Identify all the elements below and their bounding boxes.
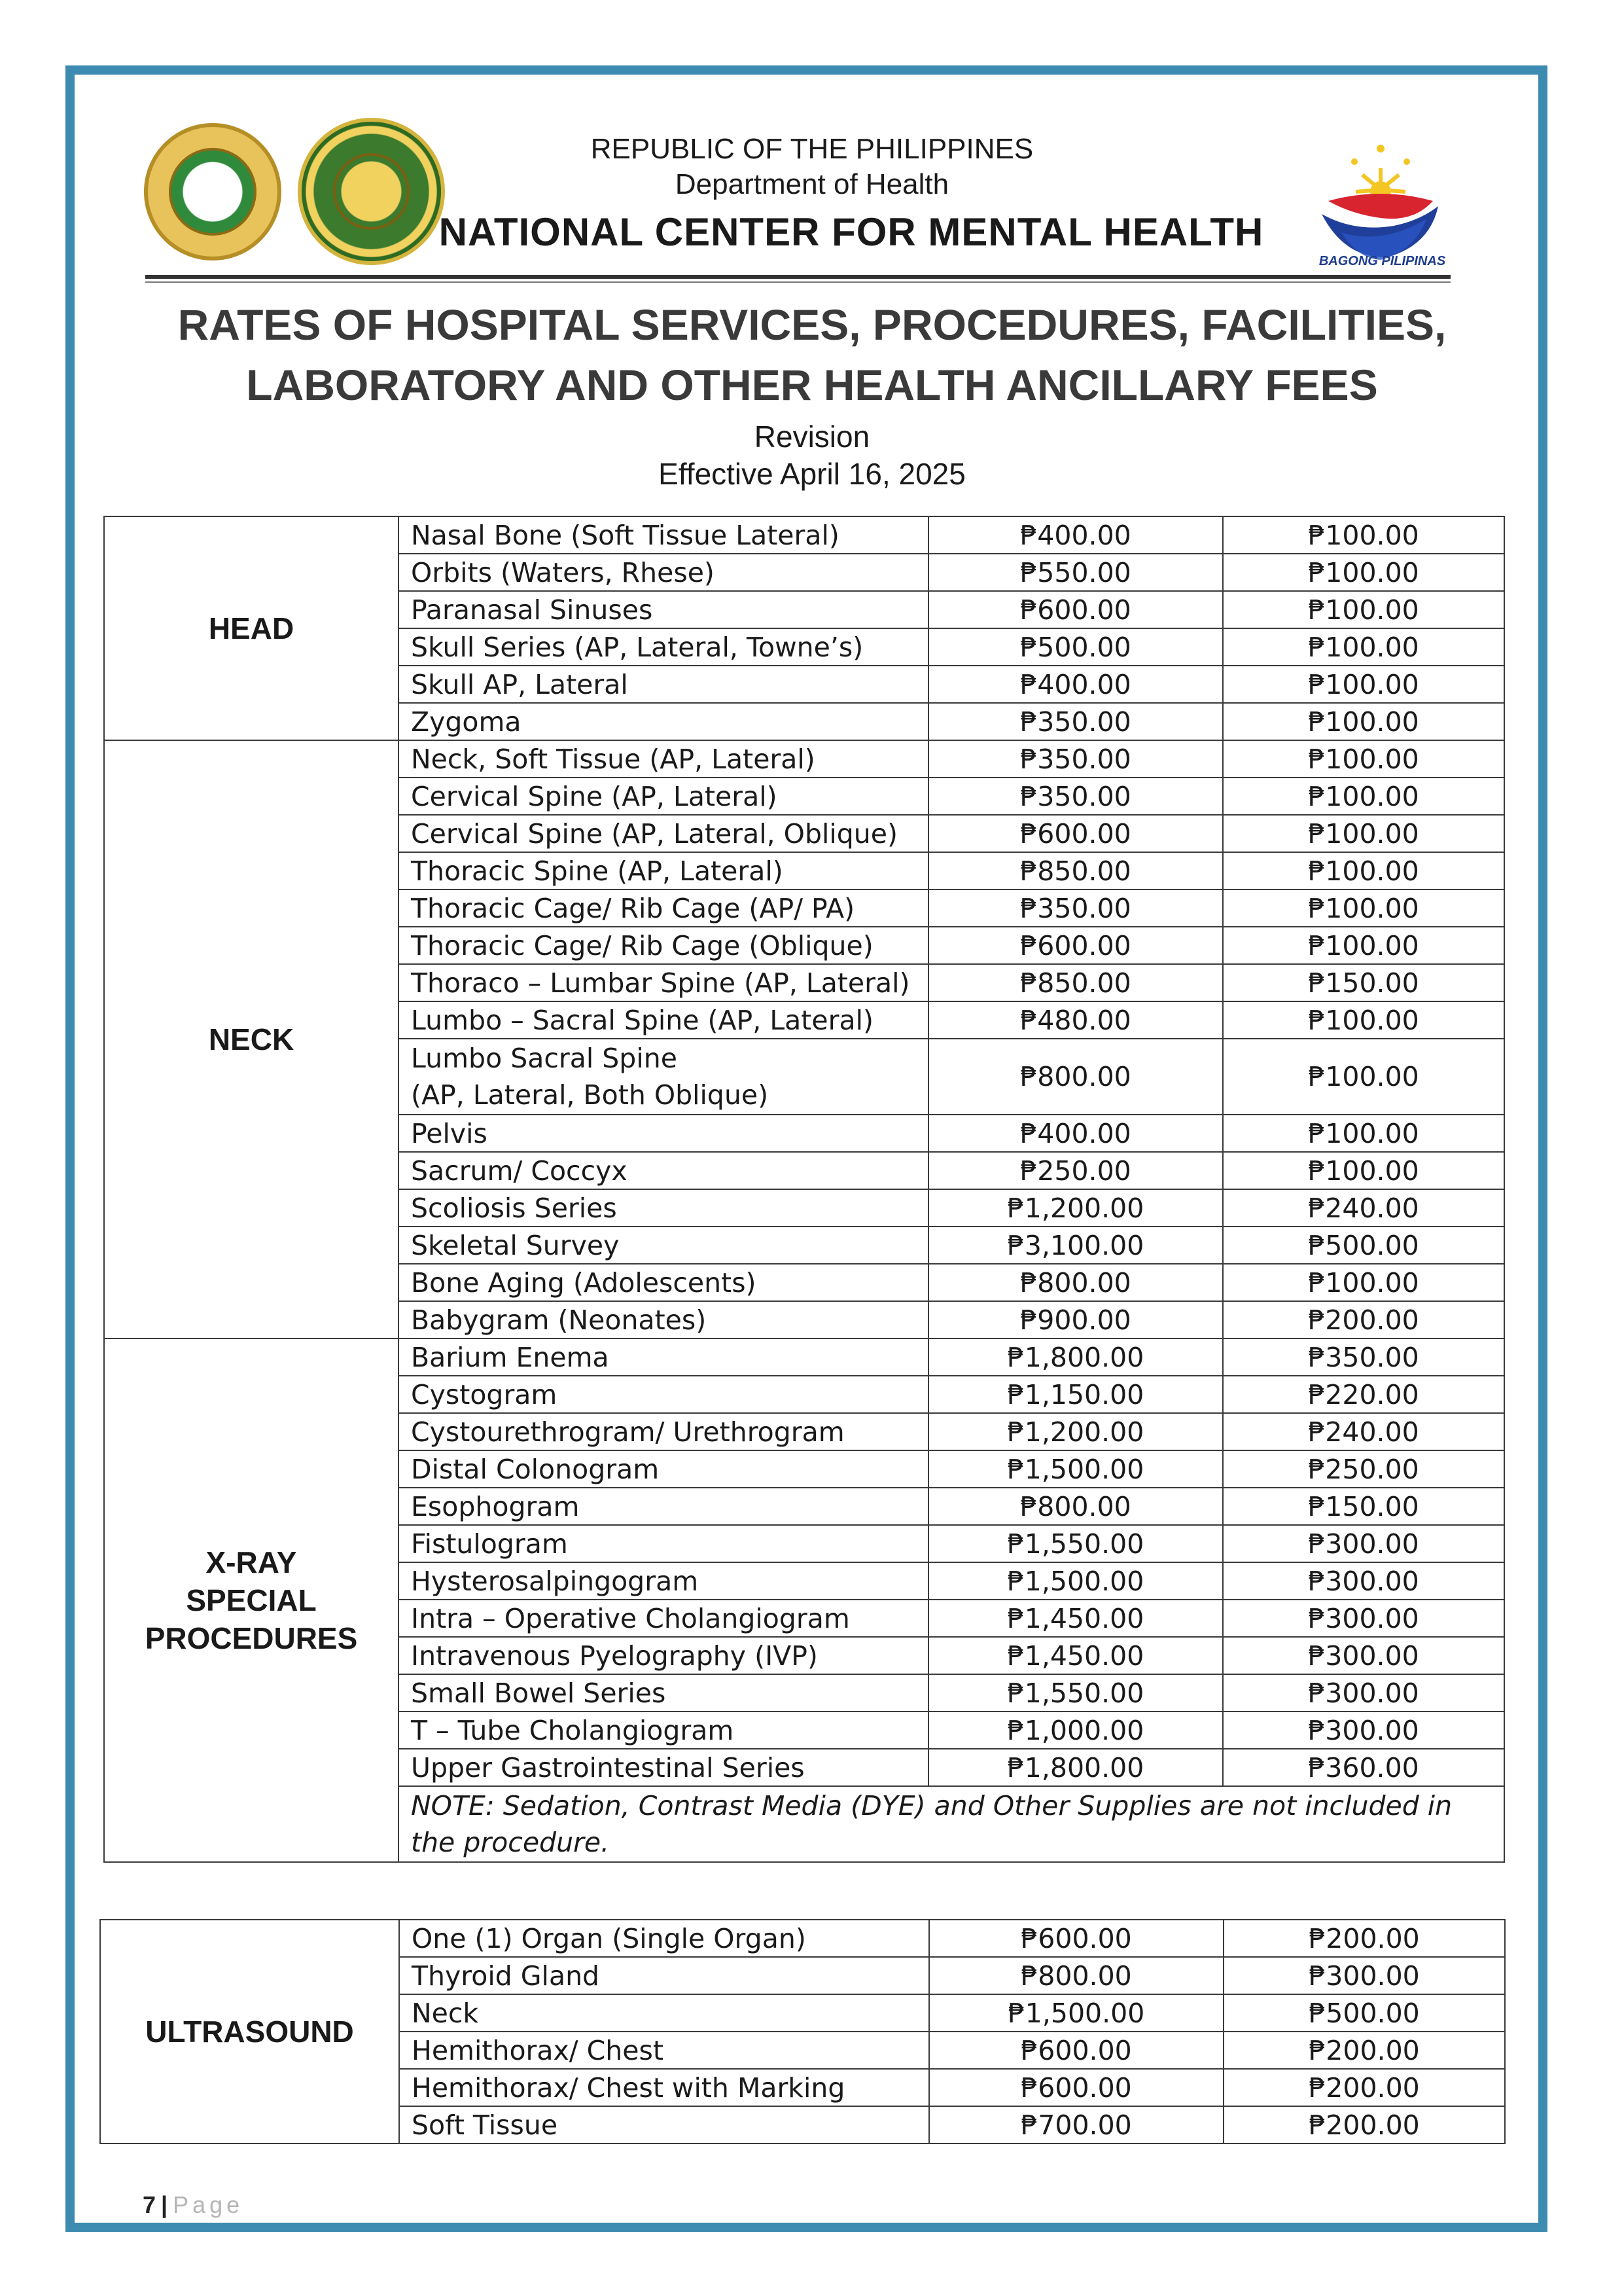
table-row (100, 1920, 1505, 1957)
procedure-name: Neck, Soft Tissue (AP, Lateral) (398, 740, 928, 778)
price-rate: ₱800.00 (929, 1957, 1224, 1994)
price-fee: ₱500.00 (1223, 1227, 1504, 1264)
price-rate: ₱1,500.00 (929, 1994, 1224, 2032)
procedure-name: T – Tube Cholangiogram (398, 1712, 928, 1749)
price-fee: ₱300.00 (1223, 1562, 1504, 1600)
rates-table (103, 516, 1505, 1863)
price-fee: ₱300.00 (1223, 1674, 1504, 1712)
page-footer (143, 2191, 243, 2219)
price-rate: ₱350.00 (928, 778, 1223, 815)
price-rate: ₱1,450.00 (928, 1600, 1223, 1637)
effective-date: Effective April 16, 2025 (658, 457, 966, 491)
price-rate: ₱600.00 (928, 815, 1223, 852)
footer-separator: | (161, 2191, 168, 2218)
procedure-name: Cervical Spine (AP, Lateral, Oblique) (398, 815, 928, 852)
price-rate: ₱500.00 (928, 628, 1223, 666)
category-ultrasound: ULTRASOUND (100, 1920, 399, 2144)
page-word: Page (173, 2191, 244, 2218)
category-neck: NECK (104, 740, 398, 1338)
price-fee: ₱500.00 (1224, 1994, 1505, 2032)
procedure-name: Orbits (Waters, Rhese) (398, 554, 928, 591)
price-rate: ₱1,500.00 (928, 1450, 1223, 1488)
price-rate: ₱700.00 (929, 2106, 1224, 2144)
price-fee: ₱220.00 (1223, 1376, 1504, 1413)
price-rate: ₱1,550.00 (928, 1525, 1223, 1562)
procedure-name: One (1) Organ (Single Organ) (399, 1920, 929, 1957)
procedure-name-line2: (AP, Lateral, Both Oblique) (411, 1079, 769, 1111)
price-fee: ₱100.00 (1223, 815, 1504, 852)
price-fee: ₱300.00 (1223, 1637, 1504, 1674)
procedure-name-line1: Lumbo Sacral Spine (411, 1043, 677, 1074)
procedure-name: Distal Colonogram (398, 1450, 928, 1488)
price-rate: ₱1,800.00 (928, 1749, 1223, 1786)
procedure-name: Thoraco – Lumbar Spine (AP, Lateral) (398, 964, 928, 1001)
price-fee: ₱100.00 (1223, 516, 1504, 554)
header-center-name: NATIONAL CENTER FOR MENTAL HEALTH (438, 210, 1264, 254)
price-fee: ₱250.00 (1223, 1450, 1504, 1488)
price-fee: ₱300.00 (1223, 1600, 1504, 1637)
category-xray-special-procedures (104, 1338, 398, 1862)
price-fee: ₱300.00 (1224, 1957, 1505, 1994)
procedure-name: Fistulogram (398, 1525, 928, 1562)
price-rate: ₱1,200.00 (928, 1413, 1223, 1450)
price-rate: ₱900.00 (928, 1301, 1223, 1338)
procedure-name: Cervical Spine (AP, Lateral) (398, 778, 928, 815)
price-rate: ₱600.00 (929, 1920, 1224, 1957)
category-line3: PROCEDURES (145, 1621, 358, 1655)
price-fee: ₱100.00 (1223, 778, 1504, 815)
procedure-name: Cystogram (398, 1376, 928, 1413)
procedure-name: Barium Enema (398, 1338, 928, 1376)
document-title-line2: LABORATORY AND OTHER HEALTH ANCILLARY FEES (246, 361, 1378, 409)
price-fee: ₱300.00 (1223, 1712, 1504, 1749)
price-fee: ₱100.00 (1223, 1264, 1504, 1301)
price-fee: ₱200.00 (1224, 2032, 1505, 2069)
price-fee: ₱200.00 (1224, 2069, 1505, 2106)
procedure-name-two-line (398, 1039, 928, 1115)
procedure-name: Paranasal Sinuses (398, 591, 928, 628)
price-fee: ₱100.00 (1223, 1001, 1504, 1039)
price-rate: ₱800.00 (928, 1264, 1223, 1301)
document-title-line1: RATES OF HOSPITAL SERVICES, PROCEDURES, FACILITIES, (177, 300, 1447, 349)
price-rate: ₱1,200.00 (928, 1189, 1223, 1227)
price-fee: ₱350.00 (1223, 1338, 1504, 1376)
revision-label: Revision (754, 420, 870, 454)
category-head: HEAD (104, 516, 398, 740)
procedure-name: Thoracic Cage/ Rib Cage (AP/ PA) (398, 889, 928, 927)
procedure-name: Hysterosalpingogram (398, 1562, 928, 1600)
price-fee: ₱100.00 (1223, 703, 1504, 740)
price-rate: ₱850.00 (928, 852, 1223, 889)
procedure-name: Nasal Bone (Soft Tissue Lateral) (398, 516, 928, 554)
price-fee: ₱100.00 (1223, 1115, 1504, 1152)
price-rate: ₱1,450.00 (928, 1637, 1223, 1674)
ultrasound-table (99, 1919, 1506, 2144)
price-fee: ₱150.00 (1223, 1488, 1504, 1525)
price-rate: ₱1,000.00 (928, 1712, 1223, 1749)
price-rate: ₱400.00 (928, 516, 1223, 554)
price-fee: ₱100.00 (1223, 852, 1504, 889)
procedure-name: Intravenous Pyelography (IVP) (398, 1637, 928, 1674)
price-rate: ₱600.00 (929, 2069, 1224, 2106)
procedure-name: Zygoma (398, 703, 928, 740)
category-line2: SPECIAL (186, 1583, 317, 1617)
price-fee: ₱100.00 (1223, 666, 1504, 703)
price-fee: ₱100.00 (1223, 740, 1504, 778)
table-row (104, 1338, 1504, 1376)
price-fee: ₱100.00 (1223, 554, 1504, 591)
price-fee: ₱150.00 (1223, 964, 1504, 1001)
price-rate: ₱400.00 (928, 666, 1223, 703)
page-number: 7 (143, 2191, 156, 2218)
procedure-name: Skeletal Survey (398, 1227, 928, 1264)
procedure-name: Cystourethrogram/ Urethrogram (398, 1413, 928, 1450)
price-rate: ₱1,800.00 (928, 1338, 1223, 1376)
header-republic: REPUBLIC OF THE PHILIPPINES (590, 133, 1034, 165)
price-fee: ₱300.00 (1223, 1525, 1504, 1562)
procedure-name: Upper Gastrointestinal Series (398, 1749, 928, 1786)
procedure-name: Thyroid Gland (399, 1957, 929, 1994)
price-rate: ₱550.00 (928, 554, 1223, 591)
procedure-name: Skull Series (AP, Lateral, Towne’s) (398, 628, 928, 666)
price-fee: ₱200.00 (1223, 1301, 1504, 1338)
procedure-name: Pelvis (398, 1115, 928, 1152)
price-fee: ₱100.00 (1223, 1039, 1504, 1115)
procedure-name: Sacrum/ Coccyx (398, 1152, 928, 1189)
price-rate: ₱800.00 (928, 1039, 1223, 1115)
header-rule (145, 275, 1451, 279)
category-line1: X-RAY (205, 1545, 297, 1579)
price-fee: ₱100.00 (1223, 628, 1504, 666)
header-department: Department of Health (675, 168, 949, 200)
price-fee: ₱100.00 (1223, 927, 1504, 964)
table-row (104, 740, 1504, 778)
procedure-name: Babygram (Neonates) (398, 1301, 928, 1338)
procedure-name: Thoracic Cage/ Rib Cage (Oblique) (398, 927, 928, 964)
bagong-pilipinas-text: BAGONG PILIPINAS (1318, 254, 1446, 268)
price-rate: ₱350.00 (928, 889, 1223, 927)
procedure-name: Hemithorax/ Chest (399, 2032, 929, 2069)
price-fee: ₱240.00 (1223, 1189, 1504, 1227)
procedure-name: Esophogram (398, 1488, 928, 1525)
procedure-name: Intra – Operative Cholangiogram (398, 1600, 928, 1637)
procedure-name: Hemithorax/ Chest with Marking (399, 2069, 929, 2106)
price-fee: ₱360.00 (1223, 1749, 1504, 1786)
price-rate: ₱600.00 (928, 591, 1223, 628)
price-fee: ₱100.00 (1223, 1152, 1504, 1189)
price-rate: ₱400.00 (928, 1115, 1223, 1152)
price-rate: ₱600.00 (929, 2032, 1224, 2069)
price-rate: ₱800.00 (928, 1488, 1223, 1525)
note-text: NOTE: Sedation, Contrast Media (DYE) and Other Supplies are not included in the procedure. (398, 1786, 1504, 1862)
procedure-name: Soft Tissue (399, 2106, 929, 2144)
price-rate: ₱250.00 (928, 1152, 1223, 1189)
price-rate: ₱850.00 (928, 964, 1223, 1001)
procedure-name: Skull AP, Lateral (398, 666, 928, 703)
price-rate: ₱1,500.00 (928, 1562, 1223, 1600)
price-rate: ₱600.00 (928, 927, 1223, 964)
procedure-name: Bone Aging (Adolescents) (398, 1264, 928, 1301)
price-rate: ₱480.00 (928, 1001, 1223, 1039)
table-row (104, 516, 1504, 554)
price-fee: ₱200.00 (1224, 2106, 1505, 2144)
price-rate: ₱350.00 (928, 703, 1223, 740)
procedure-name: Scoliosis Series (398, 1189, 928, 1227)
price-rate: ₱350.00 (928, 740, 1223, 778)
price-fee: ₱240.00 (1223, 1413, 1504, 1450)
header-rule-thin (145, 281, 1451, 283)
price-fee: ₱100.00 (1223, 591, 1504, 628)
price-rate: ₱1,150.00 (928, 1376, 1223, 1413)
price-fee: ₱100.00 (1223, 889, 1504, 927)
procedure-name: Lumbo – Sacral Spine (AP, Lateral) (398, 1001, 928, 1039)
procedure-name: Neck (399, 1994, 929, 2032)
price-fee: ₱200.00 (1224, 1920, 1505, 1957)
price-rate: ₱1,550.00 (928, 1674, 1223, 1712)
procedure-name: Thoracic Spine (AP, Lateral) (398, 852, 928, 889)
price-rate: ₱3,100.00 (928, 1227, 1223, 1264)
procedure-name: Small Bowel Series (398, 1674, 928, 1712)
